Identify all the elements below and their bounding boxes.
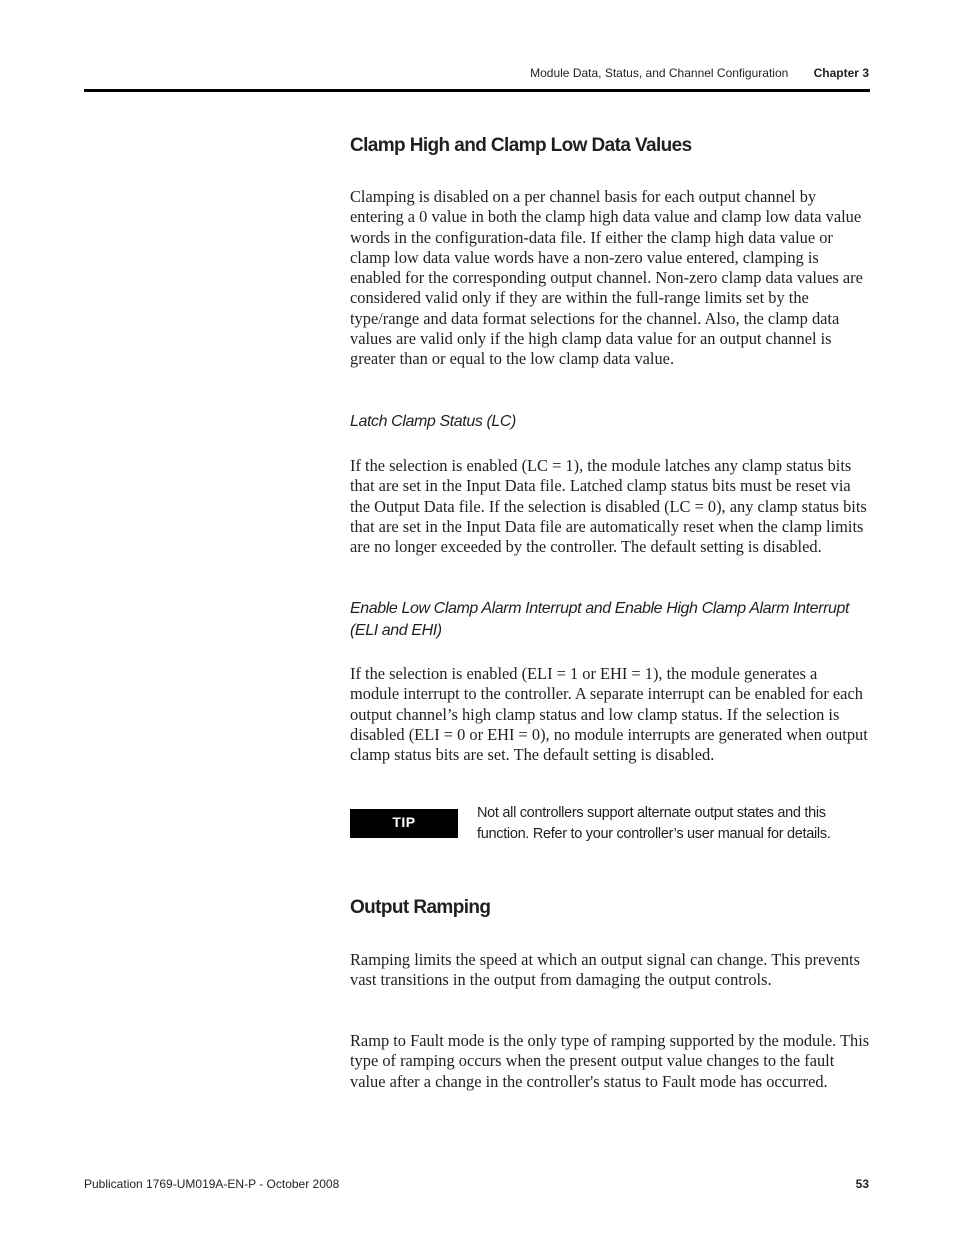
clamp-paragraph: Clamping is disabled on a per channel basis for each output channel by entering a 0 value in both the clamp high data value and clamp low data value words in the configuration-data file. If either the clamp high data value or clamp low data value words have a non-zero value entered, clamping is enabled for the corresponding output channel. Non-zero clamp data values are considered valid only if they are within the full-range limits set by the type/range and data format selections for the channel. Also, the clamp data values are valid only if the high clamp data value for an output channel is greater than or equal to the low clamp data value. — [350, 187, 863, 369]
latch-clamp-heading: Latch Clamp Status (LC) — [350, 413, 516, 430]
alarm-interrupt-heading: Enable Low Clamp Alarm Interrupt and Enable High Clamp Alarm Interrupt (ELI and EHI) — [350, 600, 850, 639]
alarm-interrupt-paragraph: If the selection is enabled (ELI = 1 or EHI = 1), the module generates a module interrupt to the controller. A separate interrupt can be enabled for each output channel’s high clamp status and low clamp status. If the selection is disabled (ELI = 0 or EHI = 0), no module interrupts are generated when output clamp status bits are set. The default setting is disabled. — [350, 664, 868, 765]
footer-publication: Publication 1769-UM019A-EN-P - October 2008 — [84, 1177, 340, 1191]
tip-label: TIP — [350, 809, 458, 838]
header-rule — [84, 89, 870, 92]
running-header — [530, 66, 869, 80]
output-ramping-heading: Output Ramping — [350, 897, 491, 918]
clamp-heading: Clamp High and Clamp Low Data Values — [350, 135, 692, 156]
tip-text: Not all controllers support alternate output states and this function. Refer to your controller’s user manual for details. — [477, 805, 831, 842]
ramping-paragraph-2: Ramp to Fault mode is the only type of ramping supported by the module. This type of ramping occurs when the present output value changes to the fault value after a change in the controller's status to Fault mode has occurred. — [350, 1031, 870, 1091]
ramping-paragraph-1: Ramping limits the speed at which an output signal can change. This prevents vast transitions in the output from damaging the output controls. — [350, 950, 860, 990]
header-chapter: Chapter 3 — [813, 66, 869, 80]
header-section-title: Module Data, Status, and Channel Configuration — [530, 66, 789, 80]
latch-clamp-paragraph: If the selection is enabled (LC = 1), the module latches any clamp status bits that are set in the Input Data file. Latched clamp status bits must be reset via the Output Data file. If the selection is disabled (LC = 0), any clamp status bits that are set in the Input Data file are automatically reset when the clamp limits are no longer exceeded by the controller. The default setting is disabled. — [350, 456, 867, 557]
footer-page-number: 53 — [855, 1177, 869, 1191]
